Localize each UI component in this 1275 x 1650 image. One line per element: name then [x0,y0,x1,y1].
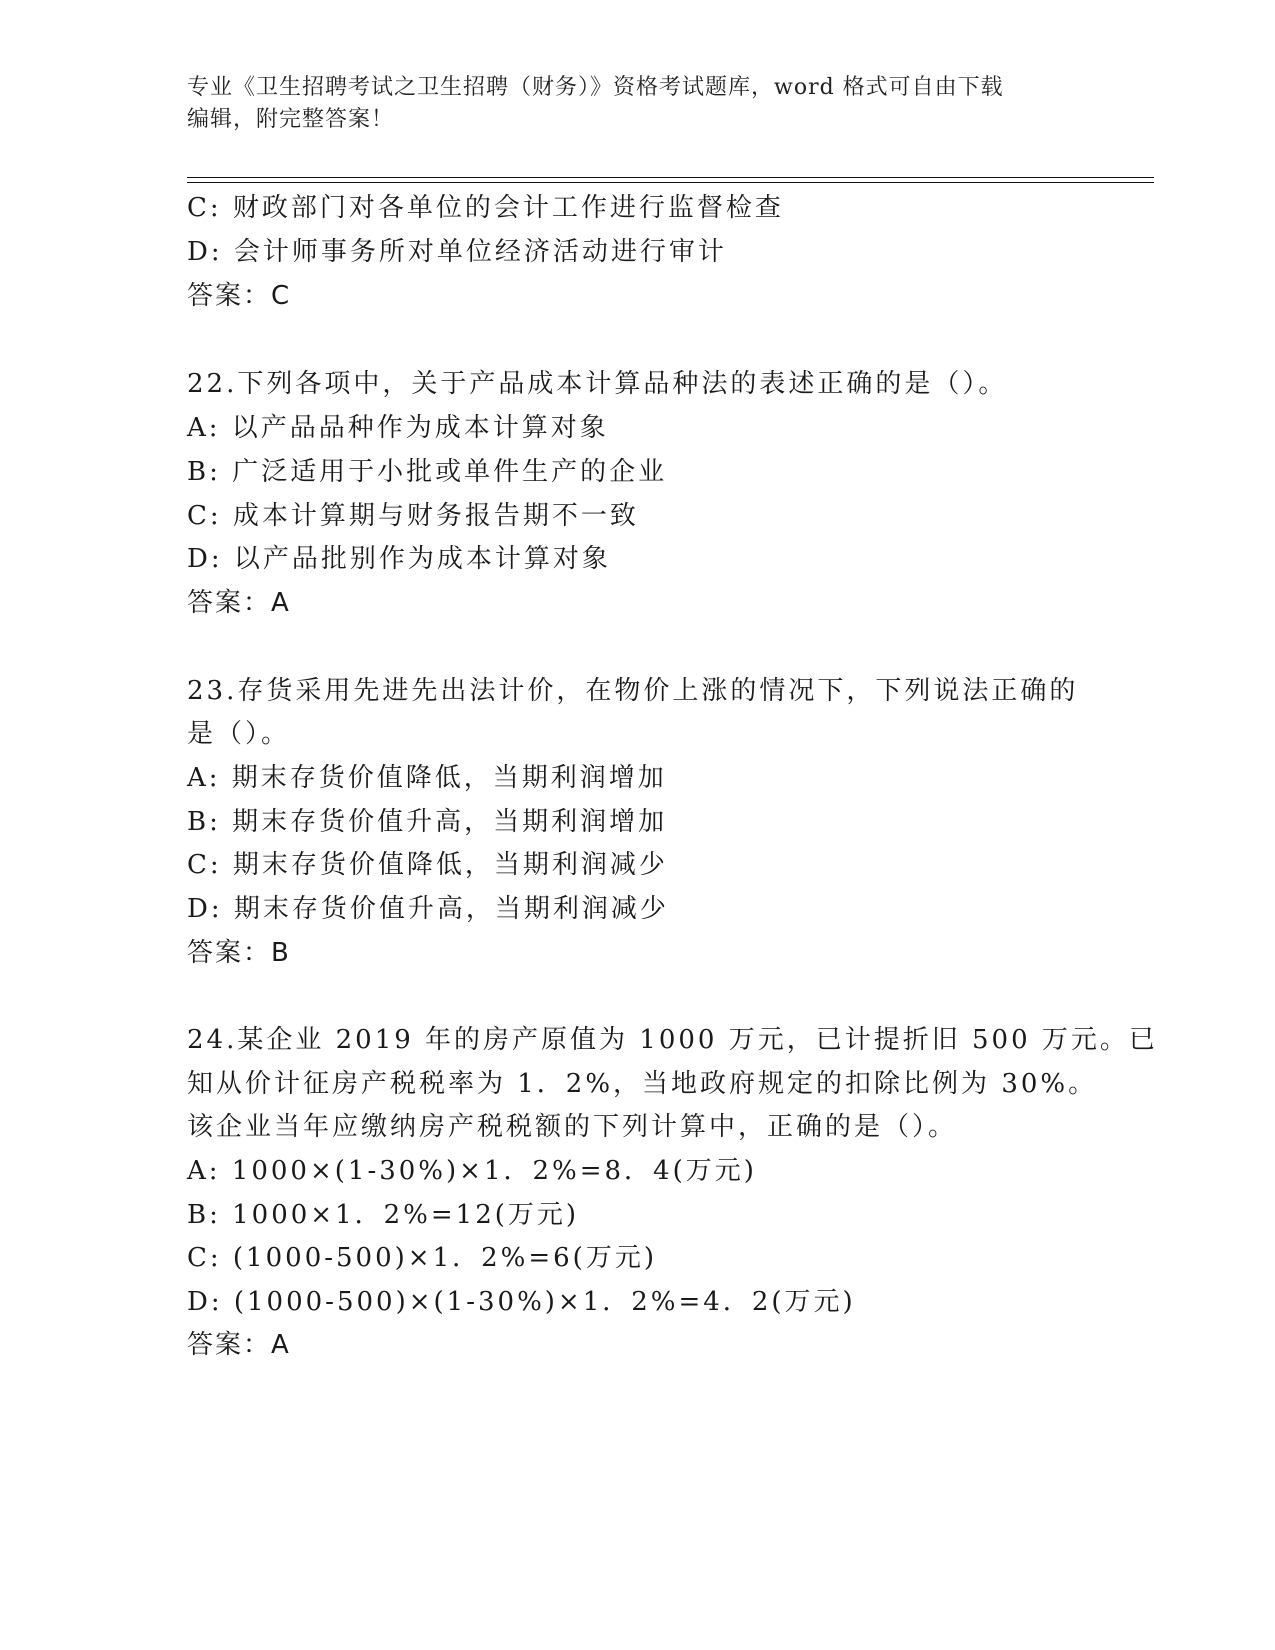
q24-option-b: B: 1000×1．2%=12(万元) [187,1200,580,1230]
q23-stem-line-1: 23.存货采用先进先出法计价，在物价上涨的情况下，下列说法正确的 [187,676,1079,706]
q24-option-c: C: (1000-500)×1．2%=6(万元) [187,1243,657,1273]
prev-answer: 答案：C [187,281,292,311]
q23-answer: 答案：B [187,938,291,968]
q22-option-c: C: 成本计算期与财务报告期不一致 [187,501,639,531]
header-line-1: 专业《卫生招聘考试之卫生招聘（财务）》资格考试题库，word 格式可自由下载 [187,75,1004,100]
q22-stem: 22.下列各项中，关于产品成本计算品种法的表述正确的是（）。 [187,369,1008,399]
prev-option-c: C: 财政部门对各单位的会计工作进行监督检查 [187,193,784,223]
q24-stem-line-2: 知从价计征房产税税率为 1．2%，当地政府规定的扣除比例为 30%。 [187,1069,1098,1099]
q24-stem-line-3: 该企业当年应缴纳房产税税额的下列计算中，正确的是（）。 [187,1112,958,1142]
q22-answer: 答案：A [187,588,291,618]
header-divider-top [187,177,1154,178]
q24-answer: 答案：A [187,1330,291,1360]
document-header [187,72,1107,136]
q23-stem-line-2: 是（）。 [187,719,291,749]
q24-option-d: D: (1000-500)×(1-30%)×1．2%=4．2(万元) [187,1287,856,1317]
q23-option-a: A: 期末存货价值降低，当期利润增加 [187,763,667,793]
prev-option-d: D: 会计师事务所对单位经济活动进行审计 [187,237,727,267]
q22-option-d: D: 以产品批别作为成本计算对象 [187,544,611,574]
q23-option-b: B: 期末存货价值升高，当期利润增加 [187,807,668,837]
q22-option-a: A: 以产品品种作为成本计算对象 [187,413,609,443]
header-line-2: 编辑，附完整答案！ [187,107,395,132]
q24-option-a: A: 1000×(1-30%)×1．2%=8．4(万元) [187,1156,757,1186]
header-divider-bottom [187,182,1154,183]
q22-option-b: B: 广泛适用于小批或单件生产的企业 [187,457,668,487]
q23-option-d: D: 期末存货价值升高，当期利润减少 [187,894,669,924]
q23-option-c: C: 期末存货价值降低，当期利润减少 [187,850,668,880]
q24-stem-line-1: 24.某企业 2019 年的房产原值为 1000 万元，已计提折旧 500 万元。已 [187,1025,1158,1055]
